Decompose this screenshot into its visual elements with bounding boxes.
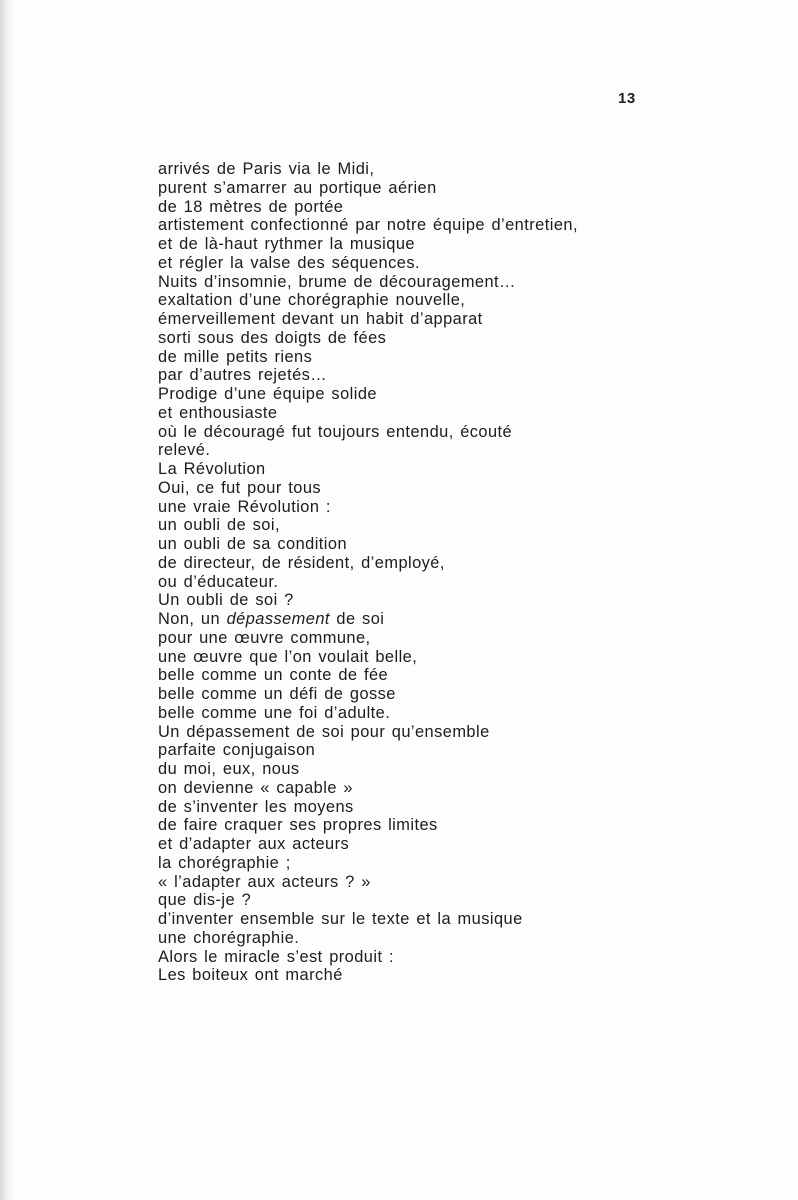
poem-line: un oubli de sa condition (158, 535, 348, 553)
poem-line: relevé. (158, 441, 211, 460)
emphasized-word: dépassement (226, 610, 330, 628)
poem-line: et d’adapter aux acteurs (158, 835, 350, 853)
poem-line: « l’adapter aux acteurs ? » (158, 872, 371, 891)
poem-line: purent s’amarrer au portique aérien (158, 178, 437, 197)
poem-line: Un dépassement de soi pour qu’ensemble (158, 722, 490, 741)
poem-line: et enthousiaste (158, 403, 278, 422)
poem-line: Alors le miracle s’est produit : (158, 947, 394, 966)
poem-line: artistement confectionné par notre équipe d’entretien, (158, 216, 578, 235)
poem-line: parfaite conjugaison (158, 741, 316, 760)
poem-line: Un oubli de soi ? (158, 591, 294, 610)
poem-text-block (158, 160, 578, 985)
poem-line: Les boiteux ont marché (158, 966, 343, 985)
poem-line: une vraie Révolution : (158, 497, 331, 516)
poem-line: une œuvre que l’on voulait belle, (158, 647, 418, 666)
poem-line: du moi, eux, nous (158, 760, 300, 778)
poem-line: et régler la valse des séquences. (158, 253, 420, 272)
poem-line: d’inventer ensemble sur le texte et la musique (158, 910, 523, 928)
poem-line-segment: de soi (329, 610, 385, 628)
poem-line: belle comme une foi d’adulte. (158, 703, 391, 722)
poem-line: Prodige d’une équipe solide (158, 385, 377, 403)
poem-line: La Révolution (158, 460, 266, 478)
poem-line-segment: Non, un (158, 610, 227, 628)
poem-line: belle comme un conte de fée (158, 666, 389, 685)
poem-line: la chorégraphie ; (158, 853, 291, 872)
poem-line: belle comme un défi de gosse (158, 685, 396, 703)
poem-line: où le découragé fut toujours entendu, écouté (158, 422, 513, 441)
poem-line: une chorégraphie. (158, 928, 300, 947)
poem-line-with-emphasis (158, 610, 578, 629)
poem-line: on devienne « capable » (158, 778, 353, 797)
poem-line: que dis-je ? (158, 891, 252, 910)
poem-line: pour une œuvre commune, (158, 628, 371, 647)
poem-line: Nuits d’insomnie, brume de découragement… (158, 272, 516, 291)
poem-line: Oui, ce fut pour tous (158, 478, 322, 497)
poem-line: exaltation d’une chorégraphie nouvelle, (158, 291, 466, 310)
poem-line: un oubli de soi, (158, 516, 280, 535)
poem-line: de faire craquer ses propres limites (158, 816, 438, 835)
page-fold-shadow (0, 0, 14, 1200)
page-number: 13 (618, 90, 636, 107)
poem-line: de directeur, de résident, d’employé, (158, 553, 445, 572)
poem-line: et de là-haut rythmer la musique (158, 235, 415, 253)
poem-line: de 18 mètres de portée (158, 197, 344, 216)
poem-line: émerveillement devant un habit d’apparat (158, 310, 483, 328)
poem-line: de s’inventer les moyens (158, 797, 354, 816)
poem-line: arrivés de Paris via le Midi, (158, 160, 375, 178)
poem-line: sorti sous des doigts de fées (158, 328, 387, 347)
poem-line: par d’autres rejetés… (158, 366, 328, 385)
poem-line: ou d’éducateur. (158, 572, 279, 591)
poem-line: de mille petits riens (158, 347, 313, 366)
